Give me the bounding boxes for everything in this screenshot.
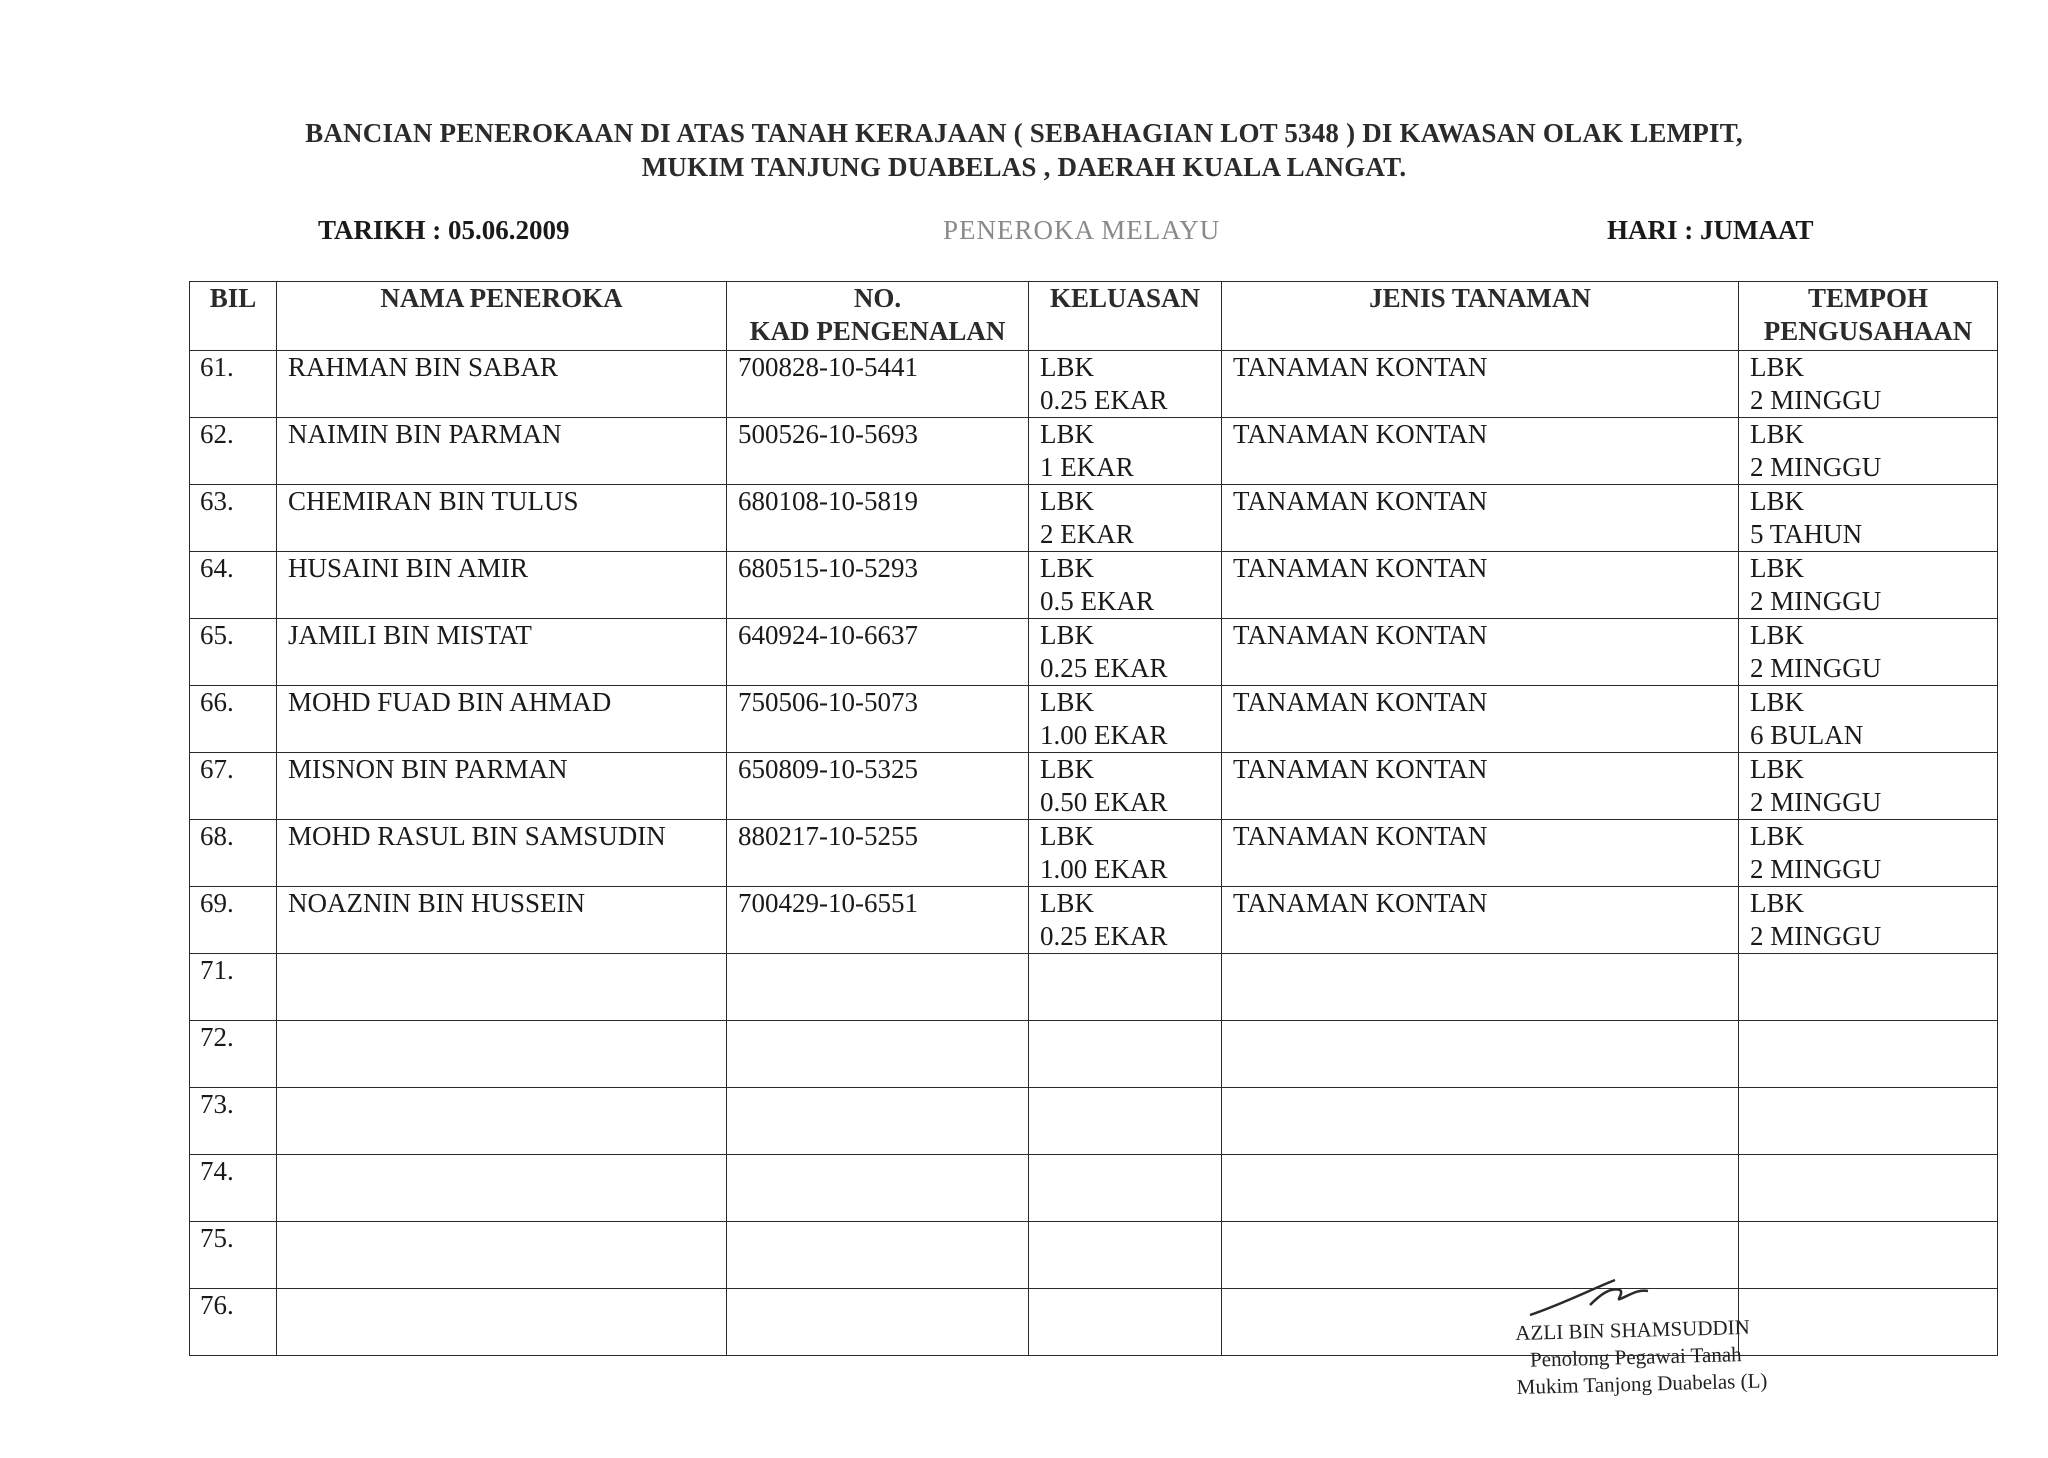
cell-nama xyxy=(277,619,727,686)
bil-value: 61. xyxy=(200,352,234,382)
cell-keluasan xyxy=(1029,1021,1222,1088)
cell-tempoh xyxy=(1739,1155,1998,1222)
jenis-value: TANAMAN KONTAN xyxy=(1233,486,1488,516)
tempoh-duration: 2 MINGGU xyxy=(1750,921,1882,951)
title-line-1: BANCIAN PENEROKAAN DI ATAS TANAH KERAJAAN ( SEBAHAGIAN LOT 5348 ) DI KAWASAN OLAK LEMPIT, xyxy=(305,118,1743,148)
cell-jenis xyxy=(1222,1021,1739,1088)
keluasan-area: 1.00 EKAR xyxy=(1040,720,1168,750)
table-row xyxy=(190,686,1998,753)
cell-keluasan xyxy=(1029,686,1222,753)
keluasan-type: LBK xyxy=(1040,352,1094,382)
kad-value: 700429-10-6551 xyxy=(738,888,918,918)
header-jenis: JENIS TANAMAN xyxy=(1222,282,1739,351)
table-row xyxy=(190,619,1998,686)
bil-value: 67. xyxy=(200,754,234,784)
cell-jenis xyxy=(1222,753,1739,820)
bil-value: 72. xyxy=(200,1022,234,1052)
signatory-office: Mukim Tanjong Duabelas (L) xyxy=(1516,1368,1768,1399)
cell-jenis xyxy=(1222,954,1739,1021)
jenis-value: TANAMAN KONTAN xyxy=(1233,687,1488,717)
cell-nama xyxy=(277,1088,727,1155)
cell-nama xyxy=(277,686,727,753)
table-row xyxy=(190,1021,1998,1088)
cell-keluasan xyxy=(1029,485,1222,552)
keluasan-area: 2 EKAR xyxy=(1040,519,1134,549)
cell-nama xyxy=(277,1222,727,1289)
cell-nama xyxy=(277,418,727,485)
tempoh-duration: 2 MINGGU xyxy=(1750,854,1882,884)
cell-bil xyxy=(190,552,277,619)
keluasan-area: 1 EKAR xyxy=(1040,452,1134,482)
nama-value: MISNON BIN PARMAN xyxy=(288,754,568,784)
cell-tempoh xyxy=(1739,820,1998,887)
cell-nama xyxy=(277,820,727,887)
tempoh-duration: 2 MINGGU xyxy=(1750,452,1882,482)
cell-bil xyxy=(190,1155,277,1222)
tempoh-type: LBK xyxy=(1750,754,1804,784)
bil-value: 65. xyxy=(200,620,234,650)
cell-keluasan xyxy=(1029,1289,1222,1356)
cell-nama xyxy=(277,1289,727,1356)
cell-keluasan xyxy=(1029,887,1222,954)
keluasan-type: LBK xyxy=(1040,821,1094,851)
signatory-name: AZLI BIN SHAMSUDDIN xyxy=(1515,1314,1751,1345)
cell-nama xyxy=(277,552,727,619)
jenis-value: TANAMAN KONTAN xyxy=(1233,352,1488,382)
cell-keluasan xyxy=(1029,351,1222,418)
cell-kad xyxy=(727,418,1029,485)
tempoh-type: LBK xyxy=(1750,888,1804,918)
cell-tempoh xyxy=(1739,887,1998,954)
cell-bil xyxy=(190,1289,277,1356)
table-header-row xyxy=(190,282,1998,351)
cell-tempoh xyxy=(1739,1289,1998,1356)
nama-value: MOHD FUAD BIN AHMAD xyxy=(288,687,612,717)
header-keluasan: KELUASAN xyxy=(1029,282,1222,351)
cell-keluasan xyxy=(1029,552,1222,619)
cell-nama xyxy=(277,1155,727,1222)
cell-bil xyxy=(190,820,277,887)
header-kad-line1: NO. xyxy=(853,283,902,313)
title-line-2: MUKIM TANJUNG DUABELAS , DAERAH KUALA LANGAT. xyxy=(641,152,1407,182)
header-tempoh-line2: PENGUSAHAAN xyxy=(1763,316,1973,346)
table-row xyxy=(190,887,1998,954)
table-row xyxy=(190,351,1998,418)
bil-value: 75. xyxy=(200,1223,234,1253)
cell-jenis xyxy=(1222,1088,1739,1155)
nama-value: RAHMAN BIN SABAR xyxy=(288,352,559,382)
cell-tempoh xyxy=(1739,954,1998,1021)
cell-bil xyxy=(190,1088,277,1155)
bil-value: 74. xyxy=(200,1156,234,1186)
table-row xyxy=(190,954,1998,1021)
bil-value: 63. xyxy=(200,486,234,516)
table-row xyxy=(190,1088,1998,1155)
header-tempoh-line1: TEMPOH xyxy=(1808,283,1928,313)
kad-value: 640924-10-6637 xyxy=(738,620,918,650)
cell-nama xyxy=(277,887,727,954)
tempoh-duration: 6 BULAN xyxy=(1750,720,1864,750)
cell-kad xyxy=(727,1289,1029,1356)
cell-tempoh xyxy=(1739,552,1998,619)
cell-jenis xyxy=(1222,619,1739,686)
cell-jenis xyxy=(1222,552,1739,619)
cell-bil xyxy=(190,1222,277,1289)
settlers-table xyxy=(189,281,1998,1356)
cell-keluasan xyxy=(1029,418,1222,485)
cell-kad xyxy=(727,1021,1029,1088)
cell-nama xyxy=(277,753,727,820)
cell-bil xyxy=(190,954,277,1021)
nama-value: HUSAINI BIN AMIR xyxy=(288,553,529,583)
cell-jenis xyxy=(1222,1155,1739,1222)
cell-tempoh xyxy=(1739,351,1998,418)
keluasan-type: LBK xyxy=(1040,553,1094,583)
cell-bil xyxy=(190,418,277,485)
kad-value: 650809-10-5325 xyxy=(738,754,918,784)
cell-keluasan xyxy=(1029,954,1222,1021)
table-row xyxy=(190,552,1998,619)
cell-keluasan xyxy=(1029,753,1222,820)
keluasan-area: 0.25 EKAR xyxy=(1040,385,1168,415)
tempoh-type: LBK xyxy=(1750,821,1804,851)
cell-keluasan xyxy=(1029,619,1222,686)
signatory-position: Penolong Pegawai Tanah xyxy=(1529,1342,1742,1372)
bil-value: 73. xyxy=(200,1089,234,1119)
keluasan-type: LBK xyxy=(1040,888,1094,918)
keluasan-type: LBK xyxy=(1040,687,1094,717)
keluasan-area: 0.50 EKAR xyxy=(1040,787,1168,817)
cell-nama xyxy=(277,954,727,1021)
table-row xyxy=(190,418,1998,485)
cell-bil xyxy=(190,619,277,686)
table-row xyxy=(190,820,1998,887)
cell-bil xyxy=(190,1021,277,1088)
tempoh-duration: 2 MINGGU xyxy=(1750,586,1882,616)
tempoh-type: LBK xyxy=(1750,553,1804,583)
cell-kad xyxy=(727,1222,1029,1289)
keluasan-type: LBK xyxy=(1040,754,1094,784)
date-label: TARIKH : 05.06.2009 xyxy=(318,215,570,245)
cell-bil xyxy=(190,686,277,753)
bil-value: 76. xyxy=(200,1290,234,1320)
tempoh-type: LBK xyxy=(1750,486,1804,516)
cell-keluasan xyxy=(1029,1088,1222,1155)
kad-value: 680108-10-5819 xyxy=(738,486,918,516)
tempoh-duration: 2 MINGGU xyxy=(1750,653,1882,683)
keluasan-area: 0.25 EKAR xyxy=(1040,653,1168,683)
kad-value: 500526-10-5693 xyxy=(738,419,918,449)
cell-jenis xyxy=(1222,485,1739,552)
cell-kad xyxy=(727,1155,1029,1222)
cell-tempoh xyxy=(1739,418,1998,485)
cell-nama xyxy=(277,485,727,552)
nama-value: JAMILI BIN MISTAT xyxy=(288,620,532,650)
header-tempoh xyxy=(1739,282,1998,351)
header-kad xyxy=(727,282,1029,351)
cell-jenis xyxy=(1222,820,1739,887)
cell-kad xyxy=(727,820,1029,887)
keluasan-type: LBK xyxy=(1040,419,1094,449)
cell-keluasan xyxy=(1029,1155,1222,1222)
cell-bil xyxy=(190,753,277,820)
day-label: HARI : JUMAAT xyxy=(1607,215,1814,245)
bil-value: 64. xyxy=(200,553,234,583)
jenis-value: TANAMAN KONTAN xyxy=(1233,754,1488,784)
category-label: PENEROKA MELAYU xyxy=(943,215,1221,245)
kad-value: 880217-10-5255 xyxy=(738,821,918,851)
cell-kad xyxy=(727,485,1029,552)
header-bil: BIL xyxy=(190,282,277,351)
cell-kad xyxy=(727,619,1029,686)
document-title xyxy=(0,116,2048,184)
header-kad-line2: KAD PENGENALAN xyxy=(749,316,1006,346)
cell-tempoh xyxy=(1739,1021,1998,1088)
nama-value: CHEMIRAN BIN TULUS xyxy=(288,486,579,516)
cell-kad xyxy=(727,351,1029,418)
cell-kad xyxy=(727,753,1029,820)
jenis-value: TANAMAN KONTAN xyxy=(1233,821,1488,851)
table-row xyxy=(190,753,1998,820)
tempoh-duration: 2 MINGGU xyxy=(1750,385,1882,415)
cell-tempoh xyxy=(1739,1222,1998,1289)
jenis-value: TANAMAN KONTAN xyxy=(1233,888,1488,918)
nama-value: NOAZNIN BIN HUSSEIN xyxy=(288,888,585,918)
cell-tempoh xyxy=(1739,753,1998,820)
keluasan-type: LBK xyxy=(1040,486,1094,516)
bil-value: 71. xyxy=(200,955,234,985)
keluasan-area: 0.5 EKAR xyxy=(1040,586,1154,616)
cell-jenis xyxy=(1222,351,1739,418)
cell-kad xyxy=(727,887,1029,954)
keluasan-type: LBK xyxy=(1040,620,1094,650)
tempoh-duration: 2 MINGGU xyxy=(1750,787,1882,817)
bil-value: 69. xyxy=(200,888,234,918)
bil-value: 68. xyxy=(200,821,234,851)
tempoh-type: LBK xyxy=(1750,419,1804,449)
kad-value: 680515-10-5293 xyxy=(738,553,918,583)
nama-value: MOHD RASUL BIN SAMSUDIN xyxy=(288,821,666,851)
cell-bil xyxy=(190,485,277,552)
jenis-value: TANAMAN KONTAN xyxy=(1233,553,1488,583)
cell-kad xyxy=(727,552,1029,619)
tempoh-type: LBK xyxy=(1750,687,1804,717)
kad-value: 750506-10-5073 xyxy=(738,687,918,717)
cell-tempoh xyxy=(1739,485,1998,552)
cell-keluasan xyxy=(1029,820,1222,887)
tempoh-duration: 5 TAHUN xyxy=(1750,519,1863,549)
keluasan-area: 0.25 EKAR xyxy=(1040,921,1168,951)
bil-value: 62. xyxy=(200,419,234,449)
cell-bil xyxy=(190,887,277,954)
tempoh-type: LBK xyxy=(1750,352,1804,382)
bil-value: 66. xyxy=(200,687,234,717)
cell-nama xyxy=(277,1021,727,1088)
cell-bil xyxy=(190,351,277,418)
cell-tempoh xyxy=(1739,1088,1998,1155)
cell-nama xyxy=(277,351,727,418)
tempoh-type: LBK xyxy=(1750,620,1804,650)
cell-tempoh xyxy=(1739,619,1998,686)
cell-jenis xyxy=(1222,887,1739,954)
keluasan-area: 1.00 EKAR xyxy=(1040,854,1168,884)
signatory-block xyxy=(1515,1313,1768,1401)
cell-kad xyxy=(727,1088,1029,1155)
header-nama: NAMA PENEROKA xyxy=(277,282,727,351)
cell-jenis xyxy=(1222,686,1739,753)
table-row xyxy=(190,1155,1998,1222)
cell-tempoh xyxy=(1739,686,1998,753)
jenis-value: TANAMAN KONTAN xyxy=(1233,620,1488,650)
kad-value: 700828-10-5441 xyxy=(738,352,918,382)
table-row xyxy=(190,485,1998,552)
cell-kad xyxy=(727,686,1029,753)
cell-keluasan xyxy=(1029,1222,1222,1289)
cell-jenis xyxy=(1222,418,1739,485)
jenis-value: TANAMAN KONTAN xyxy=(1233,419,1488,449)
nama-value: NAIMIN BIN PARMAN xyxy=(288,419,562,449)
cell-kad xyxy=(727,954,1029,1021)
